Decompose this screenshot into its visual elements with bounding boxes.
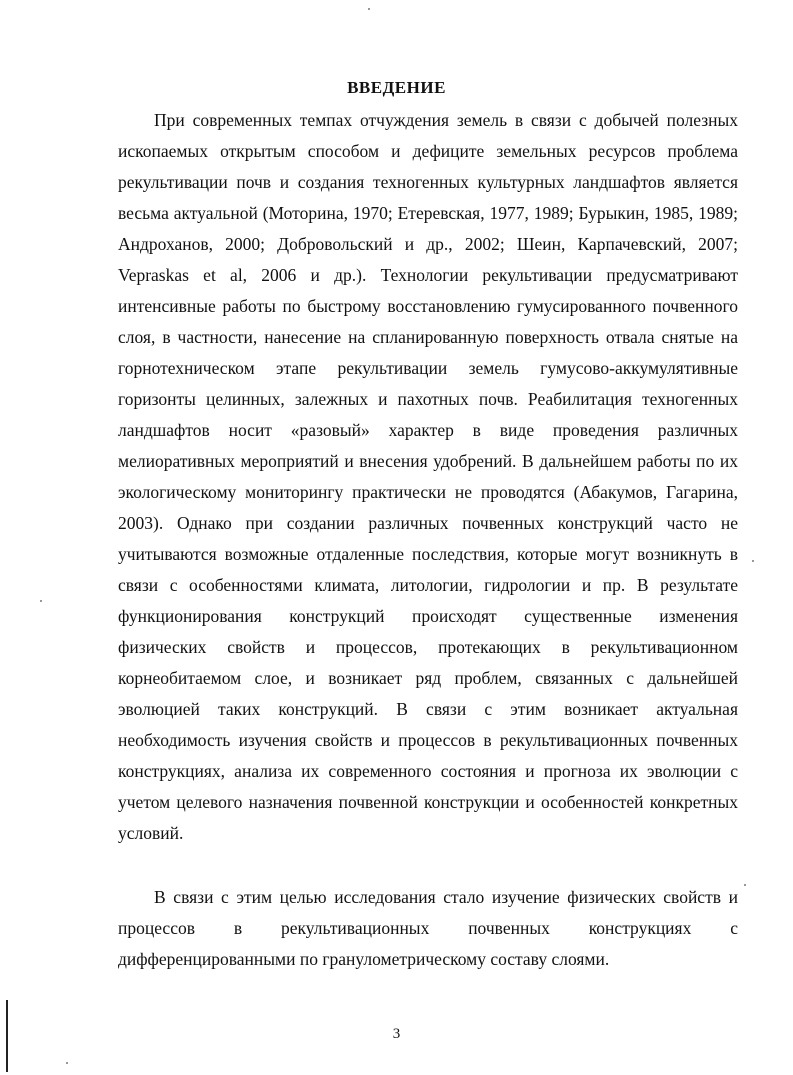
paragraph-goal: В связи с этим целью исследования стало изучение физических свойств и процессов в рекультивационных почвенных конструкциях с дифференцированными по гранулометрическому составу слоями. — [118, 887, 738, 969]
scan-artifact-bar — [6, 1000, 8, 1072]
scan-artifact-dot — [66, 1062, 68, 1064]
scan-artifact-dot — [752, 560, 754, 562]
scan-artifact-dot — [368, 8, 370, 10]
page-title: ВВЕДЕНИЕ — [347, 78, 446, 97]
scan-artifact-dot — [40, 600, 42, 602]
scan-artifact-dot — [744, 884, 746, 886]
page-number: 3 — [392, 1026, 401, 1042]
paragraph-intro: При современных темпах отчуждения земель в связи с добычей полезных ископаемых открытым способом и дефиците земельных ресурсов проблема рекультивации почв и создания техногенных культурных ландшафтов является весьма актуальной (Моторина, 1970; Етеревская, 1977, 1989; Бурыкин, 1985, 1989; Андроханов, 2000; Добровольский и др., 2002; Шеин, Карпачевский, 2007; Vepraskas et al, 2006 и др.). Технологии рекультивации предусматривают интенсивные работы по быстрому восстановлению гумусированного почвенного слоя, в частности, нанесение на спланированную поверхность отвала снятые на горнотехническом этапе рекультивации земель гумусово-аккумулятивные горизонты целинных, залежных и пахотных почв. Реабилитация техногенных ландшафтов носит «разовый» характер в виде проведения различных мелиоративных мероприятий и внесения удобрений. В дальнейшем работы по их экологическому мониторингу практически не проводятся (Абакумов, Гагарина, 2003). Однако при создании различных почвенных конструкций часто не учитываются возможные отдаленные последствия, которые могут возникнуть в связи с особенностями климата, литологии, гидрологии и пр. В результате функционирования конструкций происходят существенные изменения физических свойств и процессов, протекающих в рекультивационном корнеобитаемом слое, и возникает ряд проблем, связанных с дальнейшей эволюцией таких конструкций. В связи с этим возникает актуальная необходимость изучения свойств и процессов в рекультивационных почвенных конструкциях, анализа их современного состояния и прогноза их эволюции с учетом целевого назначения почвенной конструкции и особенностей конкретных условий. — [118, 110, 738, 843]
